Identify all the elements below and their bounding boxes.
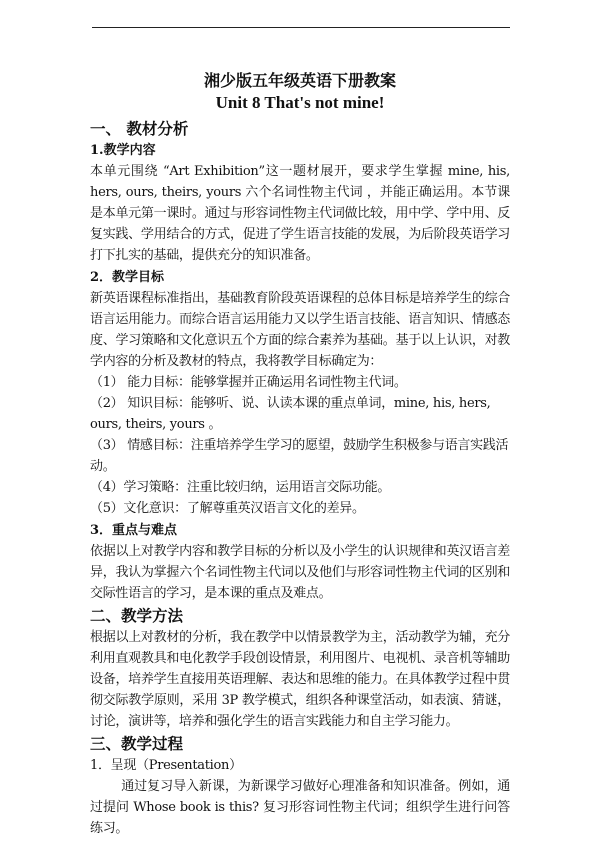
paragraph-objectives: 新英语课程标准指出，基础教育阶段英语课程的总体目标是培养学生的综合语言运用能力。而综合语言运用能力又以学生语言技能、语言知识、情感态度、学习策略和文化意识五个方面的综合素养为基础。基于以上认识，对教学内容的分析及教材的特点，我将教学目标确定为：: [90, 291, 510, 369]
document-body: [90, 70, 510, 839]
paragraph-presentation: 通过复习导入新课，为新课学习做好心理准备和知识准备。例如，通过提问 Whose book is this? 复习形容词性物主代词；组织学生进行问答练习。: [90, 779, 510, 836]
paragraph-methods: 根据以上对教材的分析，我在教学中以情景教学为主，活动教学为辅，充分利用直观教具和电化教学手段创设情景，利用图片、电视机、录音机等辅助设备，培养学生直接用英语理解、表达和思维的能力。在具体教学过程中贯彻交际教学原则，采用 3P 教学模式，组织各种课堂活动，如表演、猜谜，讨论，演讲等，培养和强化学生的语言实践能力和自主学习能力。: [90, 630, 510, 729]
subheading-objectives: 2．教学目标: [90, 270, 165, 285]
section-heading-process: 三、教学过程: [90, 734, 184, 753]
objective-item: （4）学习策略：注重比较归纳，运用语言交际功能。: [90, 480, 391, 495]
section-heading-methods: 二、教学方法: [90, 606, 184, 625]
paragraph-content: 本单元围绕 “Art Exhibition”这一题材展开，要求学生掌握 mine, his, hers, ours, theirs, yours 六个名词性物主代词 ，并能正确运用。本节课是本单元第一课时。通过与形容词性物主代词做比较，用中学、学中用、反复实践、学用结合的方式，促进了学生语言技能的发展，为后阶段英语学习打下扎实的基础，提供充分的知识准备。: [90, 164, 510, 263]
objective-item: （3） 情感目标：注重培养学生学习的愿望，鼓励学生积极参与语言实践活动。: [90, 438, 509, 474]
step-heading-presentation: 1．呈现（Presentation）: [90, 758, 242, 773]
header-rule: [92, 27, 510, 28]
section-heading-analysis: 一、 教材分析: [90, 119, 189, 138]
document-subtitle: Unit 8 That's not mine!: [215, 93, 385, 112]
subheading-content: 1.教学内容: [90, 143, 156, 158]
paragraph-key-points: 依据以上对教学内容和教学目标的分析以及小学生的认识规律和英汉语言差异，我认为掌握六个名词性物主代词以及他们与形容词性物主代词的区别和交际性语言的学习，是本课的重点及难点。: [90, 544, 510, 601]
document-title: 湘少版五年级英语下册教案: [203, 71, 396, 90]
objective-item: （2） 知识目标：能够听、说、认读本课的重点单词，mine, his, hers, ours, theirs, yours 。: [90, 396, 491, 432]
subheading-key-points: 3．重点与难点: [90, 523, 178, 538]
objective-item: （1） 能力目标：能够掌握并正确运用名词性物主代词。: [90, 375, 407, 390]
objective-item: （5）文化意识：了解尊重英汉语言文化的差异。: [90, 501, 365, 516]
